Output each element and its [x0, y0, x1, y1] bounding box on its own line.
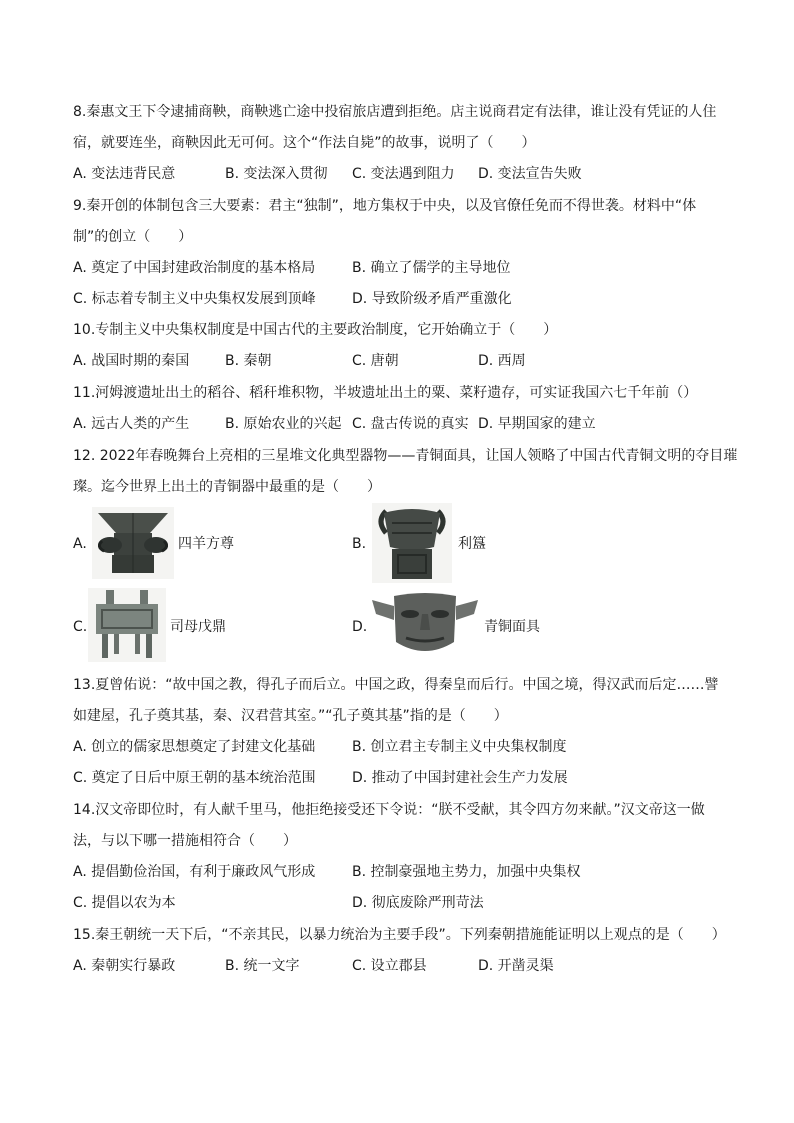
q12-option-c-name: 司母戊鼎 [170, 619, 226, 635]
question-9-line-2: 制”的创立（ ） [73, 229, 193, 245]
question-15-line-1: 15.秦王朝统一天下后，“不亲其民，以暴力统治为主要手段”。下列秦朝措施能证明以上观点的是（ ） [73, 927, 726, 943]
question-8-line-2: 宿，就要连坐，商鞅因此无可何。这个“作法自毙”的故事，说明了（ ） [73, 135, 536, 151]
four-ram-square-zun-image [92, 507, 174, 579]
q15-option-b: B. 统一文字 [225, 958, 300, 974]
q10-option-a: A. 战国时期的秦国 [73, 353, 190, 369]
question-13-line-1: 13.夏曾佑说：“故中国之教，得孔子而后立。中国之政，得秦皇而后行。中国之境，得汉武而后定……譬 [73, 677, 719, 693]
q9-option-a: A. 奠定了中国封建政治制度的基本格局 [73, 260, 316, 276]
q11-option-c: C. 盘古传说的真实 [352, 416, 469, 432]
q11-option-b: B. 原始农业的兴起 [225, 416, 342, 432]
q13-option-c: C. 奠定了日后中原王朝的基本统治范围 [73, 770, 316, 786]
q11-option-a: A. 远古人类的产生 [73, 416, 190, 432]
question-8-line-1: 8.秦惠文王下令逮捕商鞅，商鞅逃亡途中投宿旅店遭到拒绝。店主说商君定有法律，谁让没有凭证的人住 [73, 104, 717, 120]
q14-option-b: B. 控制豪强地主势力，加强中央集权 [352, 864, 581, 880]
q9-option-b: B. 确立了儒学的主导地位 [352, 260, 511, 276]
q8-option-c: C. 变法遇到阻力 [352, 166, 455, 182]
li-gui-vessel-image [372, 503, 452, 583]
q15-option-d: D. 开凿灵渠 [478, 958, 554, 974]
q15-option-c: C. 设立郡县 [352, 958, 427, 974]
q9-option-c: C. 标志着专制主义中央集权发展到顶峰 [73, 291, 316, 307]
q10-option-d: D. 西周 [478, 353, 526, 369]
q9-option-d: D. 导致阶级矛盾严重激化 [352, 291, 512, 307]
q14-option-d: D. 彻底废除严刑苛法 [352, 895, 484, 911]
q12-option-a-letter: A. [73, 536, 87, 552]
q12-option-d-letter: D. [352, 619, 368, 635]
question-12-line-2: 璨。迄今世界上出土的青铜器中最重的是（ ） [73, 479, 381, 495]
question-12-line-1: 12. 2022年春晚舞台上亮相的三星堆文化典型器物——青铜面具，让国人领略了中国古代青铜文明的夺目璀 [73, 448, 738, 464]
q8-option-d: D. 变法宣告失败 [478, 166, 582, 182]
q10-option-b: B. 秦朝 [225, 353, 272, 369]
q14-option-a: A. 提倡勤俭治国，有利于廉政风气形成 [73, 864, 316, 880]
q8-option-a: A. 变法违背民意 [73, 166, 176, 182]
q12-option-b-name: 利簋 [458, 536, 486, 552]
q10-option-c: C. 唐朝 [352, 353, 399, 369]
question-13-line-2: 如建屋，孔子奠其基，秦、汉君营其室。”“孔子奠其基”指的是（ ） [73, 708, 508, 724]
simuwu-ding-image [88, 588, 166, 662]
bronze-mask-image [368, 590, 482, 660]
q13-option-b: B. 创立君主专制主义中央集权制度 [352, 739, 567, 755]
question-11-line-1: 11.河姆渡遗址出土的稻谷、稻秆堆积物，半坡遗址出土的粟、菜籽遗存，可实证我国六七千年前（） [73, 385, 698, 401]
question-10-line-1: 10.专制主义中央集权制度是中国古代的主要政治制度，它开始确立于（ ） [73, 322, 558, 338]
question-9-line-1: 9.秦开创的体制包含三大要素：君主“独制”，地方集权于中央，以及官僚任免而不得世袭。材料中“体 [73, 198, 697, 214]
q15-option-a: A. 秦朝实行暴政 [73, 958, 176, 974]
q12-option-d-name: 青铜面具 [484, 619, 540, 635]
q12-option-b-letter: B. [352, 536, 367, 552]
question-14-line-2: 法，与以下哪一措施相符合（ ） [73, 833, 297, 849]
q13-option-a: A. 创立的儒家思想奠定了封建文化基础 [73, 739, 316, 755]
q12-option-a-name: 四羊方尊 [178, 536, 234, 552]
q13-option-d: D. 推动了中国封建社会生产力发展 [352, 770, 568, 786]
q8-option-b: B. 变法深入贯彻 [225, 166, 328, 182]
q12-option-c-letter: C. [73, 619, 88, 635]
q14-option-c: C. 提倡以农为本 [73, 895, 176, 911]
q11-option-d: D. 早期国家的建立 [478, 416, 596, 432]
question-14-line-1: 14.汉文帝即位时，有人献千里马，他拒绝接受还下令说：“朕不受献，其令四方勿来献。”汉文帝这一做 [73, 802, 705, 818]
